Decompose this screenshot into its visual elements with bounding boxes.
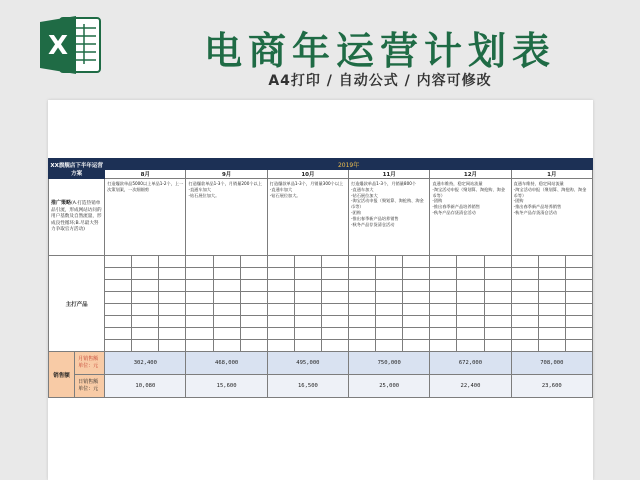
- daily-sales-label[interactable]: 日销售额 单位：元: [75, 375, 105, 398]
- product-grid-cell[interactable]: [538, 268, 565, 280]
- product-grid-cell[interactable]: [105, 280, 132, 292]
- product-grid-cell[interactable]: [565, 280, 592, 292]
- product-grid-cell[interactable]: [186, 340, 213, 352]
- strategy-cell-3[interactable]: 打造爆款单品1-3个，月销量300个以上 -直通车加大 -钻石展位加大。: [267, 179, 348, 256]
- product-grid-cell[interactable]: [376, 280, 403, 292]
- table-row-product: [49, 316, 593, 328]
- banner: [0, 0, 640, 100]
- product-grid-cell[interactable]: [403, 328, 430, 340]
- sales-label-cell[interactable]: 销售额: [49, 352, 75, 398]
- product-grid-cell[interactable]: [321, 268, 348, 280]
- table-row-year: [49, 159, 593, 170]
- product-grid-cell[interactable]: [321, 256, 348, 268]
- table-row-product: [49, 340, 593, 352]
- product-grid-cell[interactable]: [213, 280, 240, 292]
- table-row-months: [49, 170, 593, 179]
- table-row-product: [49, 280, 593, 292]
- product-grid-cell[interactable]: [294, 316, 321, 328]
- product-grid-cell[interactable]: [267, 268, 294, 280]
- strategy-cell-5[interactable]: 直通车维持，稳定网站流量 -淘宝活动申报（聚划算、淘抢购、淘金币等） -团购 -推出春季新产品培养销售 -秋冬产品存货清仓活动: [430, 179, 511, 256]
- product-grid-cell[interactable]: [484, 256, 511, 268]
- product-grid-cell[interactable]: [105, 256, 132, 268]
- product-grid-cell[interactable]: [511, 328, 538, 340]
- year-cell[interactable]: 2019年: [105, 159, 593, 170]
- product-grid-cell[interactable]: [349, 256, 376, 268]
- spreadsheet-page: [48, 100, 593, 480]
- page-title: 电商年运营计划表: [203, 29, 556, 73]
- product-grid-cell[interactable]: [538, 280, 565, 292]
- product-grid-cell[interactable]: [105, 268, 132, 280]
- monthly-sales-value-6[interactable]: 708,000: [511, 352, 592, 375]
- table-row-monthly-sales: [49, 352, 593, 375]
- table-row-daily-sales: [49, 375, 593, 398]
- monthly-sales-label[interactable]: 月销售额 单位：元: [75, 352, 105, 375]
- strategy-label-cell[interactable]: [49, 179, 105, 256]
- product-grid-cell[interactable]: [321, 292, 348, 304]
- product-grid-cell[interactable]: [457, 256, 484, 268]
- product-grid-cell[interactable]: [213, 256, 240, 268]
- product-grid-cell[interactable]: [538, 340, 565, 352]
- product-grid-cell[interactable]: [240, 292, 267, 304]
- product-grid-cell[interactable]: [159, 304, 186, 316]
- product-grid-cell[interactable]: [213, 304, 240, 316]
- product-grid-cell[interactable]: [538, 304, 565, 316]
- product-grid-cell[interactable]: [403, 340, 430, 352]
- daily-sales-value-6[interactable]: 23,600: [511, 375, 592, 398]
- table-row-product: [49, 256, 593, 268]
- product-grid-cell[interactable]: [511, 316, 538, 328]
- excel-logo-icon: [38, 14, 102, 76]
- product-grid-cell[interactable]: [376, 328, 403, 340]
- daily-sales-value-5[interactable]: 22,400: [430, 375, 511, 398]
- product-grid-cell[interactable]: [240, 280, 267, 292]
- product-grid-cell[interactable]: [267, 316, 294, 328]
- product-grid-cell[interactable]: [321, 340, 348, 352]
- month-header-5[interactable]: 12月: [430, 170, 511, 179]
- product-grid-cell[interactable]: [511, 256, 538, 268]
- strategy-cell-2[interactable]: 打造爆款单品1-3个，月销量200个以上 -直通车加大 -钻石展位加大。: [186, 179, 267, 256]
- table-row-product: [49, 304, 593, 316]
- operation-plan-table: [48, 158, 593, 398]
- month-header-1[interactable]: 8月: [105, 170, 186, 179]
- product-grid-cell[interactable]: [321, 280, 348, 292]
- product-grid-cell[interactable]: [132, 340, 159, 352]
- table-row-product: [49, 328, 593, 340]
- product-grid-cell[interactable]: [294, 280, 321, 292]
- product-grid-cell[interactable]: [186, 304, 213, 316]
- product-grid-cell[interactable]: [159, 292, 186, 304]
- product-grid-cell[interactable]: [132, 292, 159, 304]
- product-grid-cell[interactable]: [349, 328, 376, 340]
- product-grid-cell[interactable]: [376, 268, 403, 280]
- product-grid-cell[interactable]: [376, 256, 403, 268]
- product-grid-cell[interactable]: [430, 280, 457, 292]
- product-grid-cell[interactable]: [267, 256, 294, 268]
- product-grid-cell[interactable]: [240, 316, 267, 328]
- daily-sales-value-2[interactable]: 15,600: [186, 375, 267, 398]
- monthly-sales-value-5[interactable]: 672,000: [430, 352, 511, 375]
- product-grid-cell[interactable]: [267, 304, 294, 316]
- product-grid-cell[interactable]: [186, 328, 213, 340]
- page-subtitle: A4打印 / 自动公式 / 内容可修改: [268, 73, 492, 89]
- product-grid-cell[interactable]: [321, 316, 348, 328]
- product-grid-cell[interactable]: [267, 292, 294, 304]
- product-grid-cell[interactable]: [511, 304, 538, 316]
- table-row-product: [49, 292, 593, 304]
- product-grid-cell[interactable]: [484, 328, 511, 340]
- monthly-sales-value-1[interactable]: 302,400: [105, 352, 186, 375]
- product-grid-cell[interactable]: [186, 292, 213, 304]
- product-grid-cell[interactable]: [186, 316, 213, 328]
- product-grid-cell[interactable]: [565, 304, 592, 316]
- strategy-cell-4[interactable]: 打造爆款单品1-3个，月销量800个 -直通车加大 -钻石展位加大 -淘宝活动申报（聚划算、淘抢购、淘金币等） -团购 -推出春季新产品培养销售 -秋冬产品存货清仓活动: [349, 179, 430, 256]
- product-grid-cell[interactable]: [376, 304, 403, 316]
- daily-sales-value-4[interactable]: 25,000: [349, 375, 430, 398]
- monthly-sales-value-3[interactable]: 495,000: [267, 352, 348, 375]
- main-product-label[interactable]: 主打产品: [49, 256, 105, 352]
- product-grid-cell[interactable]: [430, 328, 457, 340]
- product-grid-cell[interactable]: [538, 292, 565, 304]
- strategy-cell-1[interactable]: 打造爆款单品5000以上单品1-2个，上一次策划案，一次细细剪: [105, 179, 186, 256]
- product-grid-cell[interactable]: [484, 340, 511, 352]
- product-grid-cell[interactable]: [403, 304, 430, 316]
- product-grid-cell[interactable]: [159, 340, 186, 352]
- product-grid-cell[interactable]: [511, 292, 538, 304]
- product-grid-cell[interactable]: [159, 328, 186, 340]
- product-grid-cell[interactable]: [376, 340, 403, 352]
- product-grid-cell[interactable]: [403, 292, 430, 304]
- month-header-6[interactable]: 1月: [511, 170, 592, 179]
- product-grid-cell[interactable]: [457, 328, 484, 340]
- product-grid-cell[interactable]: [349, 304, 376, 316]
- product-grid-cell[interactable]: [484, 292, 511, 304]
- product-grid-cell[interactable]: [132, 268, 159, 280]
- product-grid-cell[interactable]: [430, 316, 457, 328]
- product-grid-cell[interactable]: [403, 280, 430, 292]
- product-grid-cell[interactable]: [294, 340, 321, 352]
- product-grid-cell[interactable]: [321, 328, 348, 340]
- daily-sales-value-1[interactable]: 10,080: [105, 375, 186, 398]
- monthly-sales-value-4[interactable]: 750,000: [349, 352, 430, 375]
- product-grid-cell[interactable]: [538, 328, 565, 340]
- product-grid-cell[interactable]: [349, 292, 376, 304]
- product-grid-cell[interactable]: [213, 292, 240, 304]
- product-grid-cell[interactable]: [240, 340, 267, 352]
- product-grid-cell[interactable]: [294, 268, 321, 280]
- product-grid-cell[interactable]: [457, 268, 484, 280]
- product-grid-cell[interactable]: [565, 328, 592, 340]
- product-grid-cell[interactable]: [240, 304, 267, 316]
- month-header-2[interactable]: 9月: [186, 170, 267, 179]
- product-grid-cell[interactable]: [565, 292, 592, 304]
- product-grid-cell[interactable]: [159, 280, 186, 292]
- product-grid-cell[interactable]: [186, 280, 213, 292]
- product-grid-cell[interactable]: [132, 256, 159, 268]
- product-grid-cell[interactable]: [511, 268, 538, 280]
- product-grid-cell[interactable]: [105, 304, 132, 316]
- product-grid-cell[interactable]: [294, 256, 321, 268]
- product-grid-cell[interactable]: [240, 268, 267, 280]
- product-grid-cell[interactable]: [105, 316, 132, 328]
- product-grid-cell[interactable]: [349, 280, 376, 292]
- product-grid-cell[interactable]: [403, 316, 430, 328]
- product-grid-cell[interactable]: [457, 292, 484, 304]
- product-grid-cell[interactable]: [430, 340, 457, 352]
- product-grid-cell[interactable]: [538, 256, 565, 268]
- product-grid-cell[interactable]: [430, 304, 457, 316]
- product-grid-cell[interactable]: [267, 340, 294, 352]
- product-grid-cell[interactable]: [484, 316, 511, 328]
- product-grid-cell[interactable]: [240, 256, 267, 268]
- monthly-sales-value-2[interactable]: 468,000: [186, 352, 267, 375]
- product-grid-cell[interactable]: [105, 340, 132, 352]
- strategy-text: (A.打造热销单品引流，形成网站访问的用户基数及自然流量，形成良性循环;B.尽最大努力争取官方活动): [51, 201, 102, 233]
- product-grid-cell[interactable]: [213, 328, 240, 340]
- plan-name-cell[interactable]: XX旗舰店下半年运营方案: [49, 159, 105, 179]
- product-grid-cell[interactable]: [213, 268, 240, 280]
- product-grid-cell[interactable]: [186, 268, 213, 280]
- product-grid-cell[interactable]: [484, 304, 511, 316]
- product-grid-cell[interactable]: [132, 328, 159, 340]
- product-grid-cell[interactable]: [538, 316, 565, 328]
- product-grid-cell[interactable]: [430, 268, 457, 280]
- product-grid-cell[interactable]: [132, 316, 159, 328]
- product-grid-cell[interactable]: [565, 340, 592, 352]
- product-grid-cell[interactable]: [159, 268, 186, 280]
- product-grid-cell[interactable]: [376, 292, 403, 304]
- product-grid-cell[interactable]: [267, 280, 294, 292]
- product-grid-cell[interactable]: [132, 280, 159, 292]
- strategy-cell-6[interactable]: 直通车维持，稳定网站流量 -淘宝活动申报（聚划算、淘抢购、淘金币等） -团购 -推出春季新产品培养销售 -秋冬产品存货清仓活动: [511, 179, 592, 256]
- product-grid-cell[interactable]: [430, 256, 457, 268]
- excel-logo-letter: X: [47, 31, 69, 61]
- product-grid-cell[interactable]: [132, 304, 159, 316]
- product-grid-cell[interactable]: [349, 340, 376, 352]
- product-grid-cell[interactable]: [349, 268, 376, 280]
- product-grid-cell[interactable]: [457, 340, 484, 352]
- product-grid-cell[interactable]: [294, 304, 321, 316]
- product-grid-cell[interactable]: [403, 256, 430, 268]
- product-grid-cell[interactable]: [240, 328, 267, 340]
- product-grid-cell[interactable]: [403, 268, 430, 280]
- product-grid-cell[interactable]: [267, 328, 294, 340]
- month-header-4[interactable]: 11月: [349, 170, 430, 179]
- product-grid-cell[interactable]: [565, 268, 592, 280]
- product-grid-cell[interactable]: [321, 304, 348, 316]
- daily-sales-value-3[interactable]: 16,500: [267, 375, 348, 398]
- table-row-product: [49, 268, 593, 280]
- product-grid-cell[interactable]: [457, 280, 484, 292]
- product-grid-cell[interactable]: [294, 292, 321, 304]
- product-grid-cell[interactable]: [457, 304, 484, 316]
- product-grid-cell[interactable]: [565, 256, 592, 268]
- product-grid-cell[interactable]: [484, 268, 511, 280]
- strategy-label: 推广策略: [51, 200, 72, 207]
- product-grid-cell[interactable]: [457, 316, 484, 328]
- product-grid-cell[interactable]: [430, 292, 457, 304]
- product-grid-cell[interactable]: [105, 328, 132, 340]
- product-grid-cell[interactable]: [213, 316, 240, 328]
- product-grid-cell[interactable]: [186, 256, 213, 268]
- product-grid-cell[interactable]: [105, 292, 132, 304]
- product-grid-cell[interactable]: [565, 316, 592, 328]
- table-row-strategy: [49, 179, 593, 256]
- product-grid-cell[interactable]: [511, 280, 538, 292]
- product-grid-cell[interactable]: [484, 280, 511, 292]
- product-grid-cell[interactable]: [376, 316, 403, 328]
- product-grid-cell[interactable]: [213, 340, 240, 352]
- product-grid-cell[interactable]: [511, 340, 538, 352]
- product-grid-cell[interactable]: [349, 316, 376, 328]
- product-grid-cell[interactable]: [159, 256, 186, 268]
- month-header-3[interactable]: 10月: [267, 170, 348, 179]
- product-grid-cell[interactable]: [294, 328, 321, 340]
- product-grid-cell[interactable]: [159, 316, 186, 328]
